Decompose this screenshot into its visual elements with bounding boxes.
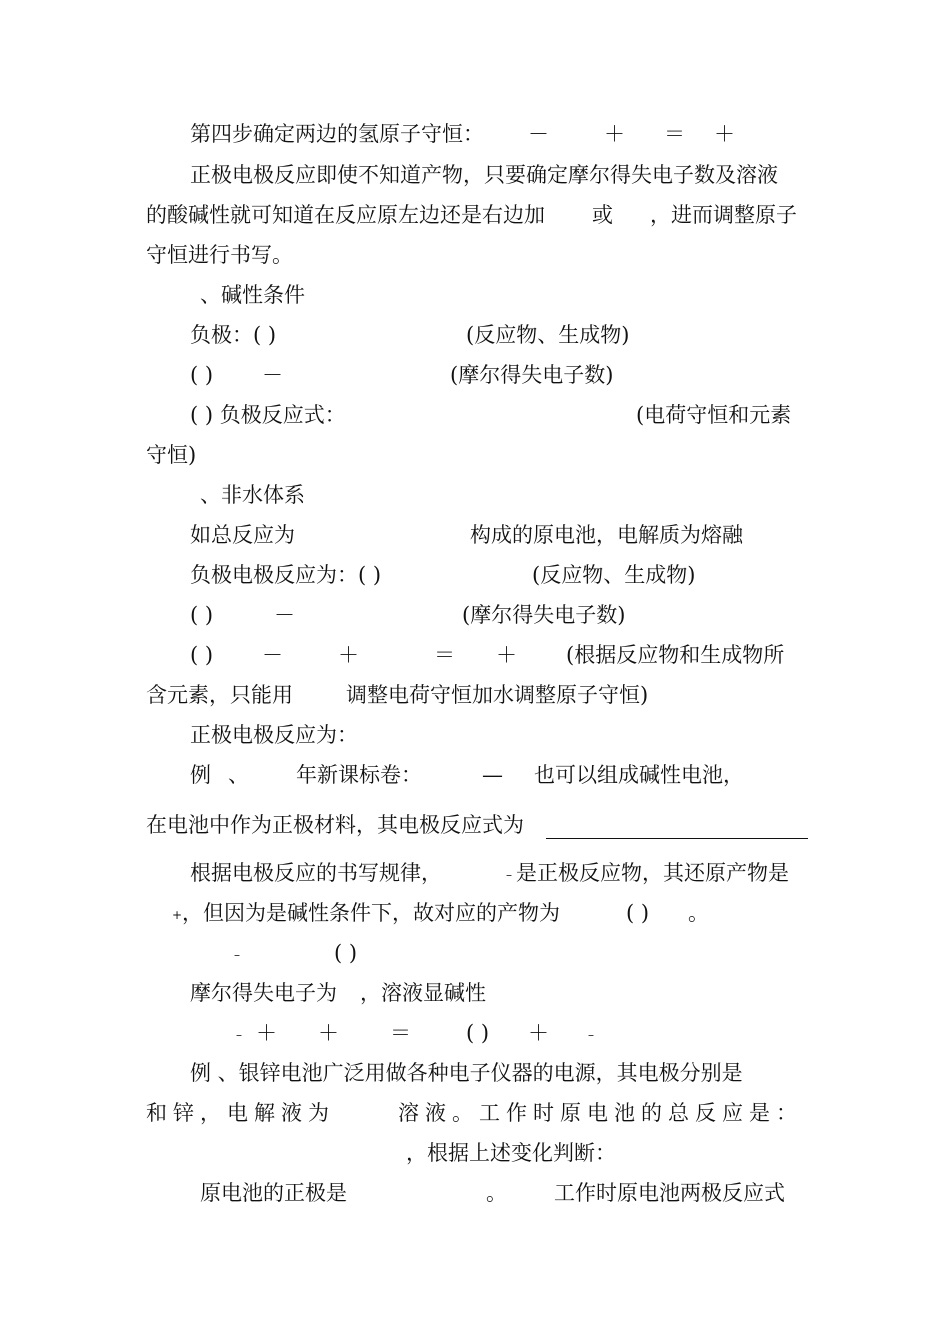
answer-blank[interactable] bbox=[546, 838, 808, 839]
step-marker: ( ) bbox=[190, 363, 214, 387]
paragraph-line: 根据电极反应的书写规律， bbox=[190, 861, 442, 885]
minus-sign: － bbox=[262, 363, 283, 387]
equals-sign: ＝ bbox=[664, 122, 685, 146]
example-label: 例 bbox=[190, 763, 211, 787]
question-line: 在电池中作为正极材料，其电极反应式为 bbox=[146, 813, 524, 837]
paragraph-line: 和锌，电解液为 bbox=[146, 1101, 335, 1125]
paragraph-line: 守恒进行书写。 bbox=[146, 243, 293, 267]
annotation: (反应物、生成物) bbox=[532, 563, 696, 587]
paragraph-line: 也可以组成碱性电池， bbox=[534, 763, 744, 787]
plus-sign: ＋ bbox=[338, 643, 359, 667]
step-four-text: 第四步确定两边的氢原子守恒： bbox=[190, 122, 484, 146]
positive-electrode-label: 正极电极反应为： bbox=[190, 723, 358, 747]
minus-sign: － bbox=[528, 122, 549, 146]
plus-sign: ＋ bbox=[528, 1021, 549, 1045]
annotation: (电荷守恒和元素 bbox=[636, 403, 792, 427]
section-heading: 、碱性条件 bbox=[200, 283, 305, 307]
dash: — bbox=[482, 763, 503, 787]
paragraph-line: 含元素，只能用 bbox=[146, 683, 293, 707]
annotation: (摩尔得失电子数) bbox=[450, 363, 614, 387]
section-heading: 、非水体系 bbox=[200, 483, 305, 507]
annotation: (反应物、生成物) bbox=[466, 323, 630, 347]
equals-sign: ＝ bbox=[434, 643, 455, 667]
paragraph-line: 的酸碱性就可知道在反应原左边还是右边加 bbox=[146, 203, 545, 227]
charge-minus: – bbox=[506, 868, 512, 882]
plus-sign: ＋ bbox=[256, 1021, 277, 1045]
negative-electrode-label: 负极：( ) bbox=[190, 323, 277, 347]
paragraph-line: 溶液。工作时原电池的总反应是： bbox=[398, 1101, 803, 1125]
equals-sign: ＝ bbox=[390, 1021, 411, 1045]
question-line: 原电池的正极是 bbox=[200, 1181, 347, 1205]
paragraph-line: 调整电荷守恒加水调整原子守恒) bbox=[346, 683, 649, 707]
paragraph-line: 如总反应为 bbox=[190, 523, 295, 547]
paragraph-line: 构成的原电池，电解质为熔融 bbox=[470, 523, 743, 547]
annotation: (根据反应物和生成物所 bbox=[566, 643, 785, 667]
period: 。 bbox=[688, 901, 709, 925]
paragraph-word: 或 bbox=[592, 203, 613, 227]
example-separator: 、 bbox=[228, 763, 249, 787]
paragraph-line: 正极电极反应即使不知道产物，只要确定摩尔得失电子数及溶液 bbox=[190, 163, 778, 187]
step-marker: ( ) bbox=[190, 603, 214, 627]
negative-electrode-label: 负极电极反应为：( ) bbox=[190, 563, 382, 587]
step-four-heading bbox=[190, 120, 484, 148]
state-marker: ( ) bbox=[466, 1021, 490, 1045]
step-marker: ( ) bbox=[190, 643, 214, 667]
question-line: 工作时原电池两极反应式 bbox=[554, 1181, 785, 1205]
charge-minus: – bbox=[588, 1028, 594, 1042]
paragraph-line: 摩尔得失电子为 bbox=[190, 981, 337, 1005]
plus-sign: ＋ bbox=[714, 122, 735, 146]
paragraph-line: 是正极反应物，其还原产物是 bbox=[516, 861, 789, 885]
charge-plus: + bbox=[172, 908, 183, 922]
plus-sign: ＋ bbox=[496, 643, 517, 667]
state-marker: ( ) bbox=[334, 941, 358, 965]
example-two-line: 例 、银锌电池广泛用做各种电子仪器的电源，其电极分别是 bbox=[190, 1061, 743, 1085]
example-source: 年新课标卷： bbox=[296, 763, 422, 787]
plus-sign: ＋ bbox=[604, 122, 625, 146]
paragraph-line: ，根据上述变化判断： bbox=[406, 1141, 616, 1165]
paragraph-line: ，溶液显碱性 bbox=[360, 981, 486, 1005]
minus-sign: － bbox=[262, 643, 283, 667]
plus-sign: ＋ bbox=[318, 1021, 339, 1045]
paragraph-line: ，进而调整原子 bbox=[650, 203, 797, 227]
charge-minus: – bbox=[234, 948, 240, 962]
charge-minus: – bbox=[236, 1028, 242, 1042]
paragraph-line: 守恒) bbox=[146, 443, 197, 467]
period: 。 bbox=[486, 1181, 507, 1205]
state-marker: ( ) bbox=[626, 901, 650, 925]
paragraph-line: ，但因为是碱性条件下，故对应的产物为 bbox=[182, 901, 560, 925]
minus-sign: － bbox=[274, 603, 295, 627]
annotation: (摩尔得失电子数) bbox=[462, 603, 626, 627]
negative-equation-label: ( ) 负极反应式： bbox=[190, 403, 346, 427]
